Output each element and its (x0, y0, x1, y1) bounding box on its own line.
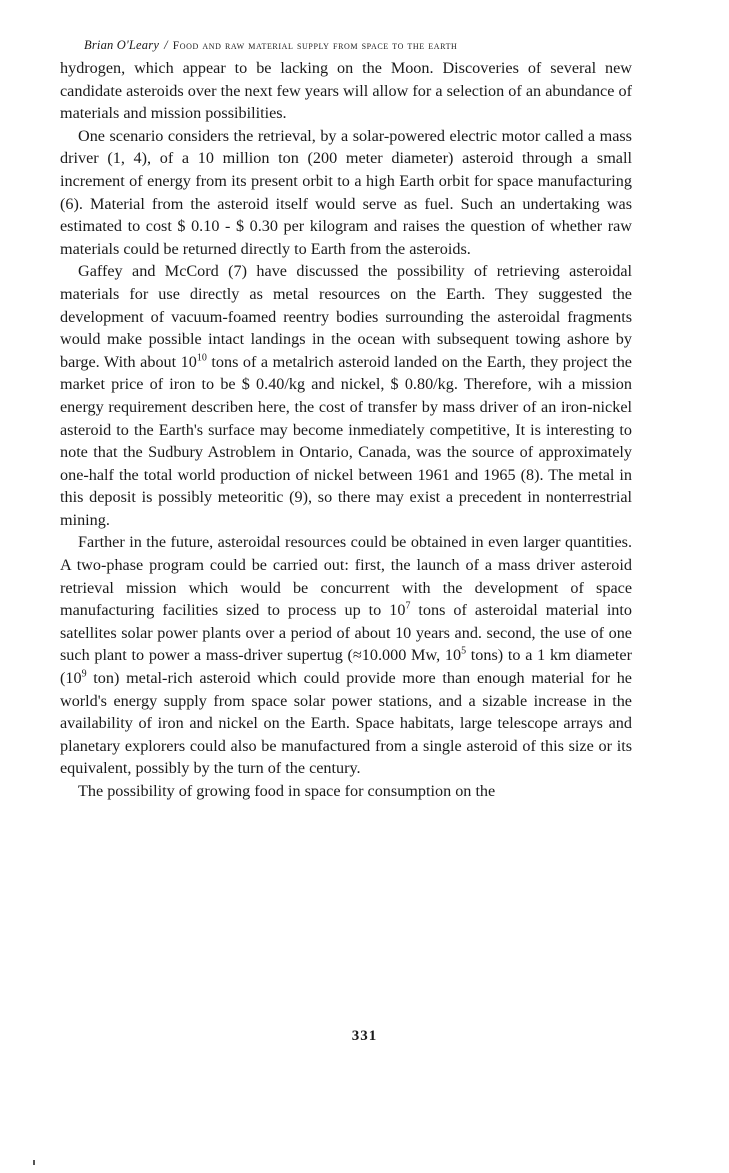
text-run: One scenario considers the retrieval, by a solar-powered electric motor called a mass driver (1, 4), of a 10 million ton (200 meter diameter) asteroid through a small increment of energy from its present orbit to a high Earth orbit for space manufacturing (6). Material from the asteroid itself would serve as fuel. Such an undertaking was estimated to cost $ 0.10 - $ 0.30 per kilogram and raises the question of whether raw materials could be returned directly to Earth from the asteroids. (60, 126, 632, 258)
paragraph-1 (60, 57, 632, 125)
exponent: 10 (196, 352, 207, 364)
page-number: 331 (351, 1028, 378, 1044)
margin-mark (33, 1160, 35, 1165)
text-run: tons of a metalrich asteroid landed on the Earth, they project the market price of iron to be $ 0.40/kg and nickel, $ 0.80/kg. Therefore, wih a mission energy requirement describen here, the cost of transfer by mass driver of an iron-nickel asteroid to the Earth's surface may become inmediately competitive, It is interesting to note that the Sudbury Astroblem in Ontario, Canada, was the source of approximately one-half the total world production of nickel between 1961 and 1965 (8). The metal in this deposit is possibly meteoritic (9), so there may exist a precedent in nonterrestrial mining. (60, 352, 632, 529)
text-run: The possibility of growing food in space for consumption on the (78, 782, 496, 800)
running-head-title: Food and raw material supply from space to the earth (172, 40, 458, 52)
exponent: 5 (461, 646, 467, 658)
text-run: Gaffey and McCord (7) have discussed the possibility of retrieving asteroidal materials for use directly as metal resources on the Earth. They suggested the development of vacuum-foamed reentry bodies surrounding the asteroidal fragments would make possible intact landings in the ocean with subsequent towing ashore by barge. With about 10 (60, 262, 632, 371)
paragraph-2 (60, 125, 632, 261)
text-run: tons) to a 1 km diameter (10 (60, 646, 632, 688)
paragraph-5 (60, 780, 632, 803)
text-run: tons of asteroidal material into satellites solar power plants over a period of about 10 years and. second, the use of one such plant to power a mass-driver supertug (≈10.000 Mw, 10 (60, 601, 632, 665)
running-head (84, 36, 632, 55)
paragraph-4 (60, 531, 632, 780)
text-run: Farther in the future, asteroidal resources could be obtained in even larger quantities. A two-phase program could be carried out: first, the launch of a mass driver asteroid retrieval mission which would be concurrent with the development of space manufacturing facilities sized to process up to 10 (60, 533, 632, 620)
text-run: ton) metal-rich asteroid which could provide more than enough material for he world's energy supply from space solar power stations, and a sizable increase in the availability of iron and nickel on the Earth. Space habitats, large telescope arrays and planetary explorers could also be manufactured from a single asteroid of this size or its equivalent, possibly by the turn of the century. (60, 669, 632, 778)
running-head-separator: / (164, 38, 168, 52)
running-head-author: Brian O'Leary (84, 38, 160, 52)
exponent: 7 (405, 600, 411, 612)
body-text (60, 57, 632, 803)
book-page (60, 36, 632, 803)
text-run: hydrogen, which appear to be lacking on the Moon. Discoveries of several new candidate asteroids over the next few years will allow for a selection of an abundance of materials and mission possibilities. (60, 59, 632, 123)
paragraph-3 (60, 260, 632, 531)
exponent: 9 (81, 668, 87, 680)
